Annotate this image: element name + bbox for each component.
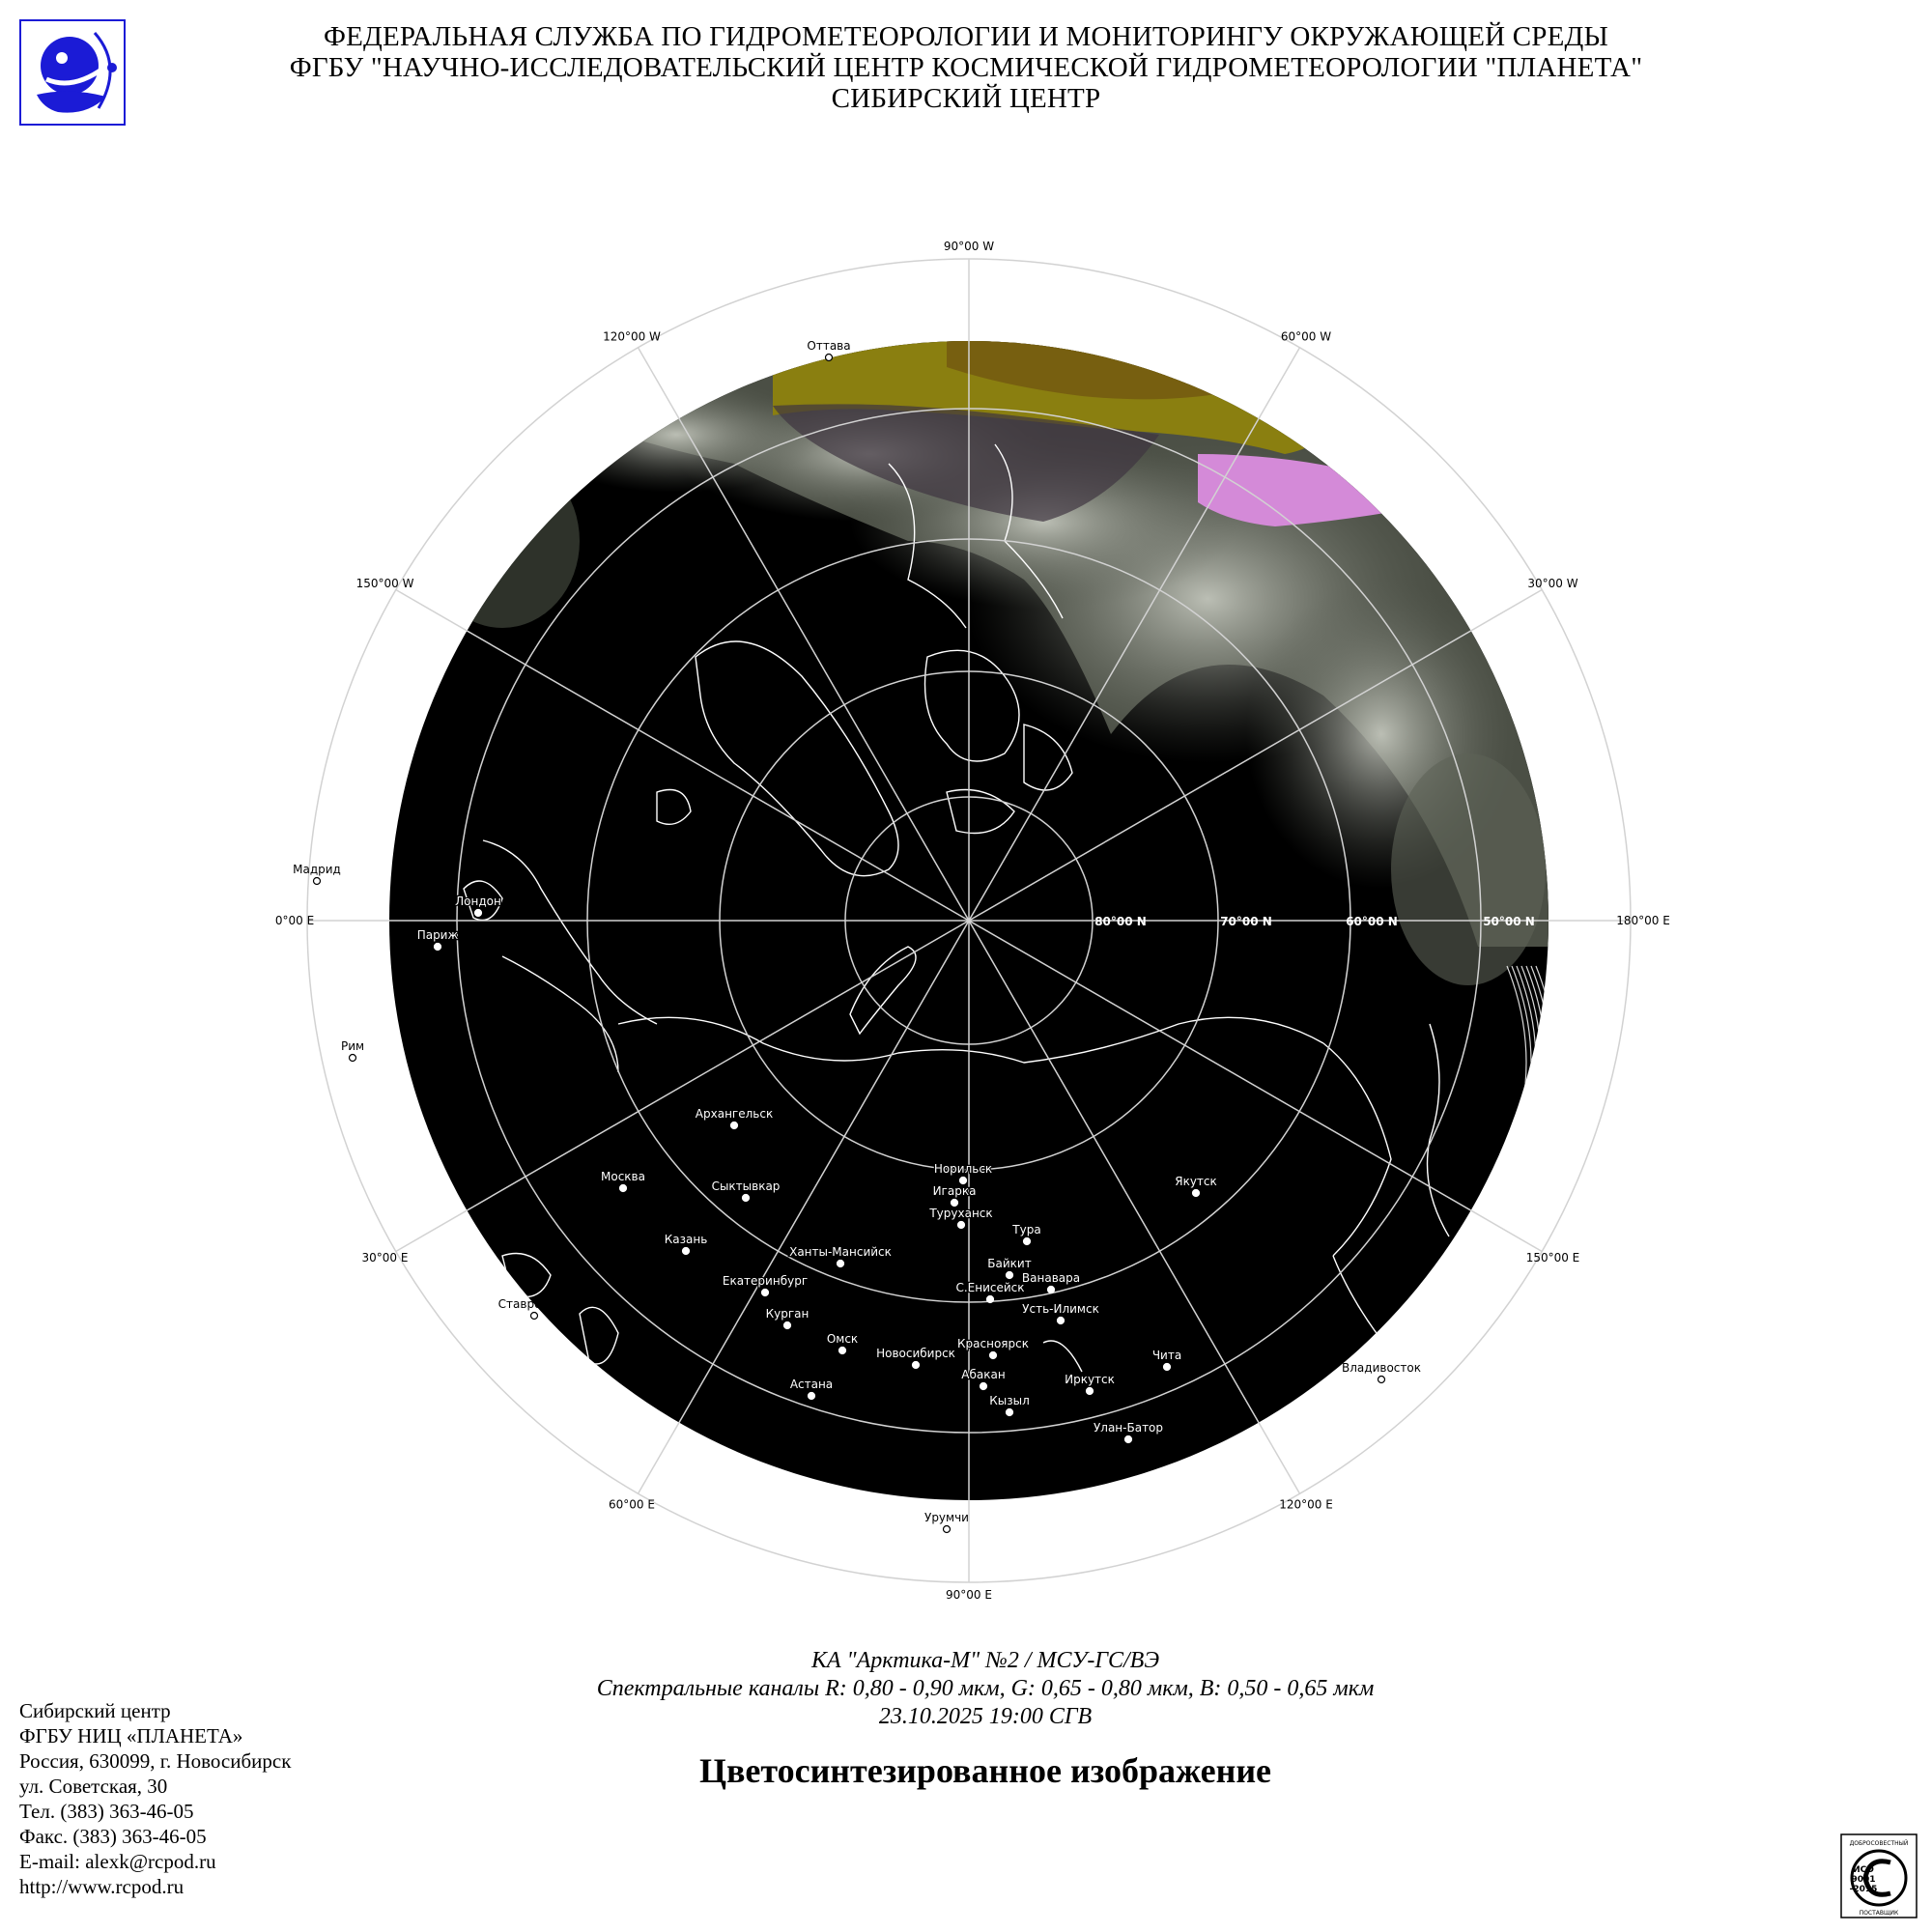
city-dot bbox=[1024, 1238, 1031, 1245]
cert-top-text: ДОБРОСОВЕСТНЫЙ bbox=[1849, 1840, 1909, 1847]
city-label: Игарка bbox=[932, 1184, 977, 1198]
city-label: Красноярск bbox=[957, 1337, 1029, 1350]
address-line-1: Сибирский центр bbox=[19, 1699, 171, 1722]
city-label: Сыктывкар bbox=[711, 1179, 781, 1193]
city-dot bbox=[1125, 1436, 1132, 1443]
city-dot bbox=[990, 1352, 997, 1359]
latitude-label: 50°00 N bbox=[1483, 915, 1535, 928]
city-dot bbox=[826, 355, 833, 361]
cert-iso-number: 9001 bbox=[1851, 1875, 1876, 1885]
address-line-4: ул. Советская, 30 bbox=[19, 1775, 168, 1798]
latitude-label: 70°00 N bbox=[1220, 915, 1272, 928]
city-dot bbox=[784, 1322, 791, 1329]
city-label: Новосибирск bbox=[876, 1347, 955, 1360]
header-line-3: СИБИРСКИЙ ЦЕНТР bbox=[831, 83, 1101, 114]
city-label: Урумчи bbox=[924, 1511, 969, 1524]
meridian-label: 120°00 E bbox=[1279, 1497, 1333, 1512]
city-dot bbox=[1164, 1364, 1171, 1371]
city-label: Мадрид bbox=[293, 863, 341, 876]
address-phone: Тел. (383) 363-46-05 bbox=[19, 1800, 194, 1823]
address-website[interactable]: http://www.rcpod.ru bbox=[19, 1875, 185, 1898]
city-dot bbox=[743, 1195, 750, 1202]
city-label: Абакан bbox=[961, 1368, 1006, 1381]
meridian-label: 180°00 E bbox=[1616, 914, 1670, 927]
city-dot bbox=[314, 878, 321, 885]
meridian-label: 150°00 E bbox=[1525, 1251, 1580, 1264]
city-label: Москва bbox=[601, 1170, 645, 1183]
city-marker bbox=[924, 1511, 969, 1533]
city-dot bbox=[475, 910, 482, 917]
city-label: Ставрополь bbox=[497, 1297, 571, 1311]
address-line-3: Россия, 630099, г. Новосибирск bbox=[19, 1749, 292, 1773]
city-label: Туруханск bbox=[929, 1207, 993, 1220]
city-label: Иркутск bbox=[1065, 1373, 1115, 1386]
meridian-label: 30°00 E bbox=[361, 1251, 409, 1264]
address-email[interactable]: E-mail: alexk@rcpod.ru bbox=[19, 1850, 216, 1873]
city-dot bbox=[980, 1383, 987, 1390]
city-dot bbox=[1378, 1377, 1385, 1383]
city-dot bbox=[1087, 1388, 1094, 1395]
city-dot bbox=[952, 1200, 958, 1207]
city-label: Лондон bbox=[455, 895, 501, 908]
city-dot bbox=[944, 1526, 951, 1533]
city-dot bbox=[839, 1348, 846, 1354]
city-dot bbox=[960, 1178, 967, 1184]
city-dot bbox=[1007, 1272, 1013, 1279]
image-datetime: 23.10.2025 19:00 СГВ bbox=[878, 1704, 1093, 1729]
city-dot bbox=[958, 1222, 965, 1229]
city-marker bbox=[341, 1039, 364, 1062]
spectral-channels: Спектральные каналы R: 0,80 - 0,90 мкм, G: 0,65 - 0,80 мкм, B: 0,50 - 0,65 мкм bbox=[596, 1676, 1375, 1701]
city-dot bbox=[350, 1055, 356, 1062]
city-dot bbox=[1193, 1190, 1200, 1197]
city-dot bbox=[1048, 1287, 1055, 1293]
city-label: С.Енисейск bbox=[955, 1281, 1025, 1294]
header-line-1: ФЕДЕРАЛЬНАЯ СЛУЖБА ПО ГИДРОМЕТЕОРОЛОГИИ И МОНИТОРИНГУ ОКРУЖАЮЩЕЙ СРЕДЫ bbox=[324, 21, 1608, 52]
latitude-label: 80°00 N bbox=[1094, 915, 1147, 928]
city-label: Омск bbox=[826, 1332, 859, 1346]
city-label: Усть-Илимск bbox=[1022, 1302, 1099, 1316]
meridian-label: 90°00 E bbox=[946, 1588, 992, 1602]
city-label: Астана bbox=[789, 1378, 834, 1391]
city-label: Оттава bbox=[807, 339, 851, 353]
city-label: Ванавара bbox=[1021, 1271, 1081, 1285]
city-dot bbox=[809, 1393, 815, 1400]
meridian-label: 60°00 W bbox=[1280, 329, 1332, 344]
meridian-label: 150°00 W bbox=[355, 577, 414, 590]
city-dot bbox=[762, 1290, 769, 1296]
meridian-label: 120°00 W bbox=[603, 329, 661, 344]
city-label: Курган bbox=[765, 1307, 810, 1321]
city-dot bbox=[1007, 1409, 1013, 1416]
meridian-label: 30°00 W bbox=[1527, 577, 1578, 590]
city-label: Кызыл bbox=[989, 1394, 1030, 1407]
city-dot bbox=[1058, 1318, 1065, 1324]
city-label: Париж bbox=[416, 928, 459, 942]
address-fax: Факс. (383) 363-46-05 bbox=[19, 1825, 207, 1848]
iso-certificate-badge bbox=[1840, 1833, 1918, 1918]
product-title: Цветосинтезированное изображение bbox=[698, 1751, 1272, 1790]
graticule bbox=[307, 259, 1631, 1582]
meridian-label: 0°00 E bbox=[274, 914, 315, 927]
header-line-2: ФГБУ "НАУЧНО-ИССЛЕДОВАТЕЛЬСКИЙ ЦЕНТР КОСМИЧЕСКОЙ ГИДРОМЕТЕОРОЛОГИИ "ПЛАНЕТА" bbox=[289, 52, 1643, 83]
cert-bottom-text: ПОСТАВЩИК bbox=[1859, 1910, 1899, 1917]
city-label: Рим bbox=[340, 1039, 365, 1053]
city-label: Архангельск bbox=[695, 1107, 774, 1121]
meridian-label: 90°00 W bbox=[943, 240, 995, 253]
latitude-label: 60°00 N bbox=[1346, 915, 1398, 928]
city-dot bbox=[435, 944, 441, 951]
city-dot bbox=[913, 1362, 920, 1369]
meridian-label: 60°00 E bbox=[609, 1497, 655, 1512]
city-label: Улан-Батор bbox=[1093, 1421, 1164, 1435]
image-caption bbox=[483, 1647, 1488, 1731]
satellite-instrument: КА "Арктика-М" №2 / МСУ-ГС/ВЭ bbox=[810, 1648, 1160, 1673]
city-label: Байкит bbox=[987, 1257, 1032, 1270]
city-label: Тура bbox=[1012, 1223, 1041, 1236]
city-dot bbox=[531, 1313, 538, 1320]
cert-iso-text: ИСО bbox=[1853, 1865, 1874, 1875]
city-dot bbox=[683, 1248, 690, 1255]
city-dot bbox=[838, 1261, 844, 1267]
city-label: Якутск bbox=[1175, 1175, 1217, 1188]
city-label: Казань bbox=[664, 1233, 708, 1246]
city-dot bbox=[731, 1122, 738, 1129]
city-label: Чита bbox=[1151, 1349, 1182, 1362]
city-label: Ханты-Мансийск bbox=[789, 1245, 892, 1259]
city-label: Норильск bbox=[933, 1162, 993, 1176]
city-label: Екатеринбург bbox=[722, 1274, 809, 1288]
city-dot bbox=[620, 1185, 627, 1192]
city-label: Владивосток bbox=[1342, 1361, 1421, 1375]
address-line-2: ФГБУ НИЦ «ПЛАНЕТА» bbox=[19, 1724, 243, 1747]
city-marker bbox=[1342, 1361, 1421, 1383]
cert-iso-year: -2015 bbox=[1849, 1885, 1878, 1894]
city-dot bbox=[987, 1296, 994, 1303]
contact-address bbox=[19, 1698, 291, 1899]
city-marker bbox=[293, 863, 341, 885]
